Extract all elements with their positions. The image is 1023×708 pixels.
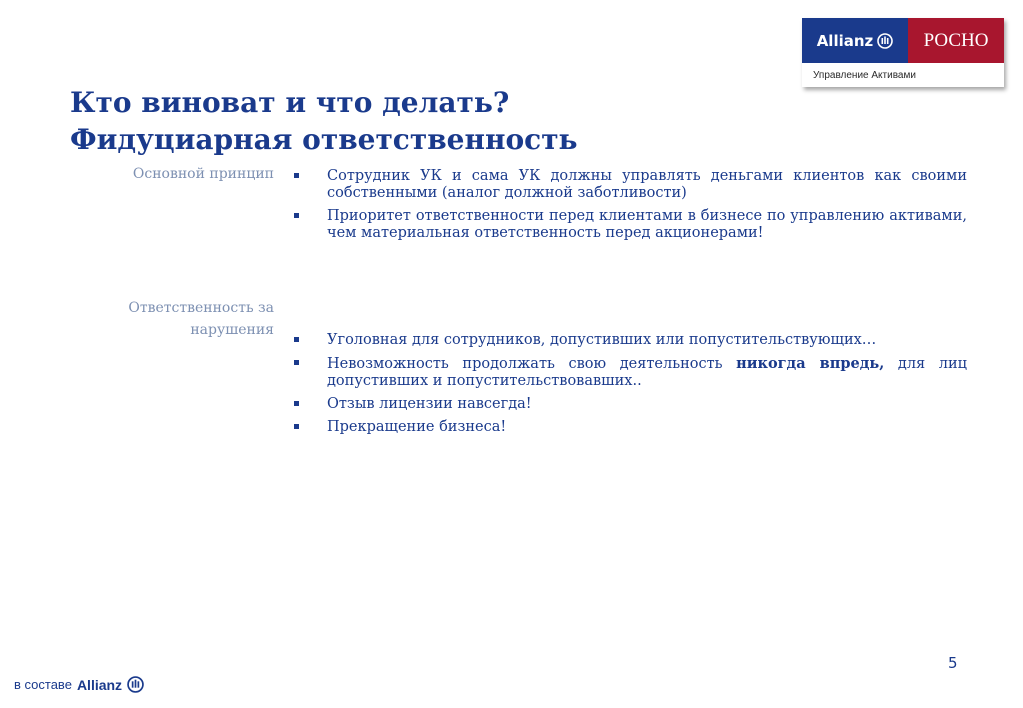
allianz-logo [802,18,908,63]
allianz-brand-text: Allianz [816,31,874,50]
bullet-text: Уголовная для сотрудников, допустивших или попустительствующих… [327,332,877,348]
logo-subtitle: Управление Активами [813,70,916,81]
footer-brand: Allianz [76,676,123,693]
allianz-eagle-icon [877,33,893,49]
bullet-marker-icon [294,173,299,178]
title-line-1: Кто виноват и что делать? [70,86,510,119]
bullet-text: Приоритет ответственности перед клиентами в бизнесе по управлению активами, чем материальная ответственность перед акционерами! [327,208,967,241]
liability-bullet-list [293,332,967,442]
list-item [293,208,967,242]
page-number: 5 [948,654,958,672]
bullet-text-after: для лиц допустивших и попустительствовавших.. [327,356,967,389]
list-item [293,168,967,202]
principle-bullet-list [293,168,967,248]
bullet-marker-icon [294,337,299,342]
title-line-2: Фидуциарная ответственность [70,123,578,156]
footer-prefix: в составе [14,677,72,692]
list-item [293,355,967,390]
bullet-text: Прекращение бизнеса! [327,419,507,435]
list-item [293,419,967,436]
list-item [293,332,967,349]
bullet-text-bold: никогда впредь, [736,355,885,372]
bullet-text-before: Невозможность продолжать свою деятельность [327,356,737,372]
section-label-principle: Основной принцип [132,166,274,182]
bullet-marker-icon [294,424,299,429]
footer-branding [14,676,144,693]
bullet-marker-icon [294,401,299,406]
company-logo [802,18,1004,87]
bullet-text: Отзыв лицензии навсегда! [327,396,532,412]
bullet-marker-icon [294,213,299,218]
bullet-text: Сотрудник УК и сама УК должны управлять деньгами клиентов как своими собственными (аналог должной заботливости) [327,168,967,201]
section-label-liability: Ответственность за нарушения [128,300,274,338]
allianz-eagle-icon [127,676,144,693]
bullet-marker-icon [294,360,299,365]
rosno-logo: РОСНО [908,18,1004,63]
page-title [70,84,578,158]
list-item [293,396,967,413]
